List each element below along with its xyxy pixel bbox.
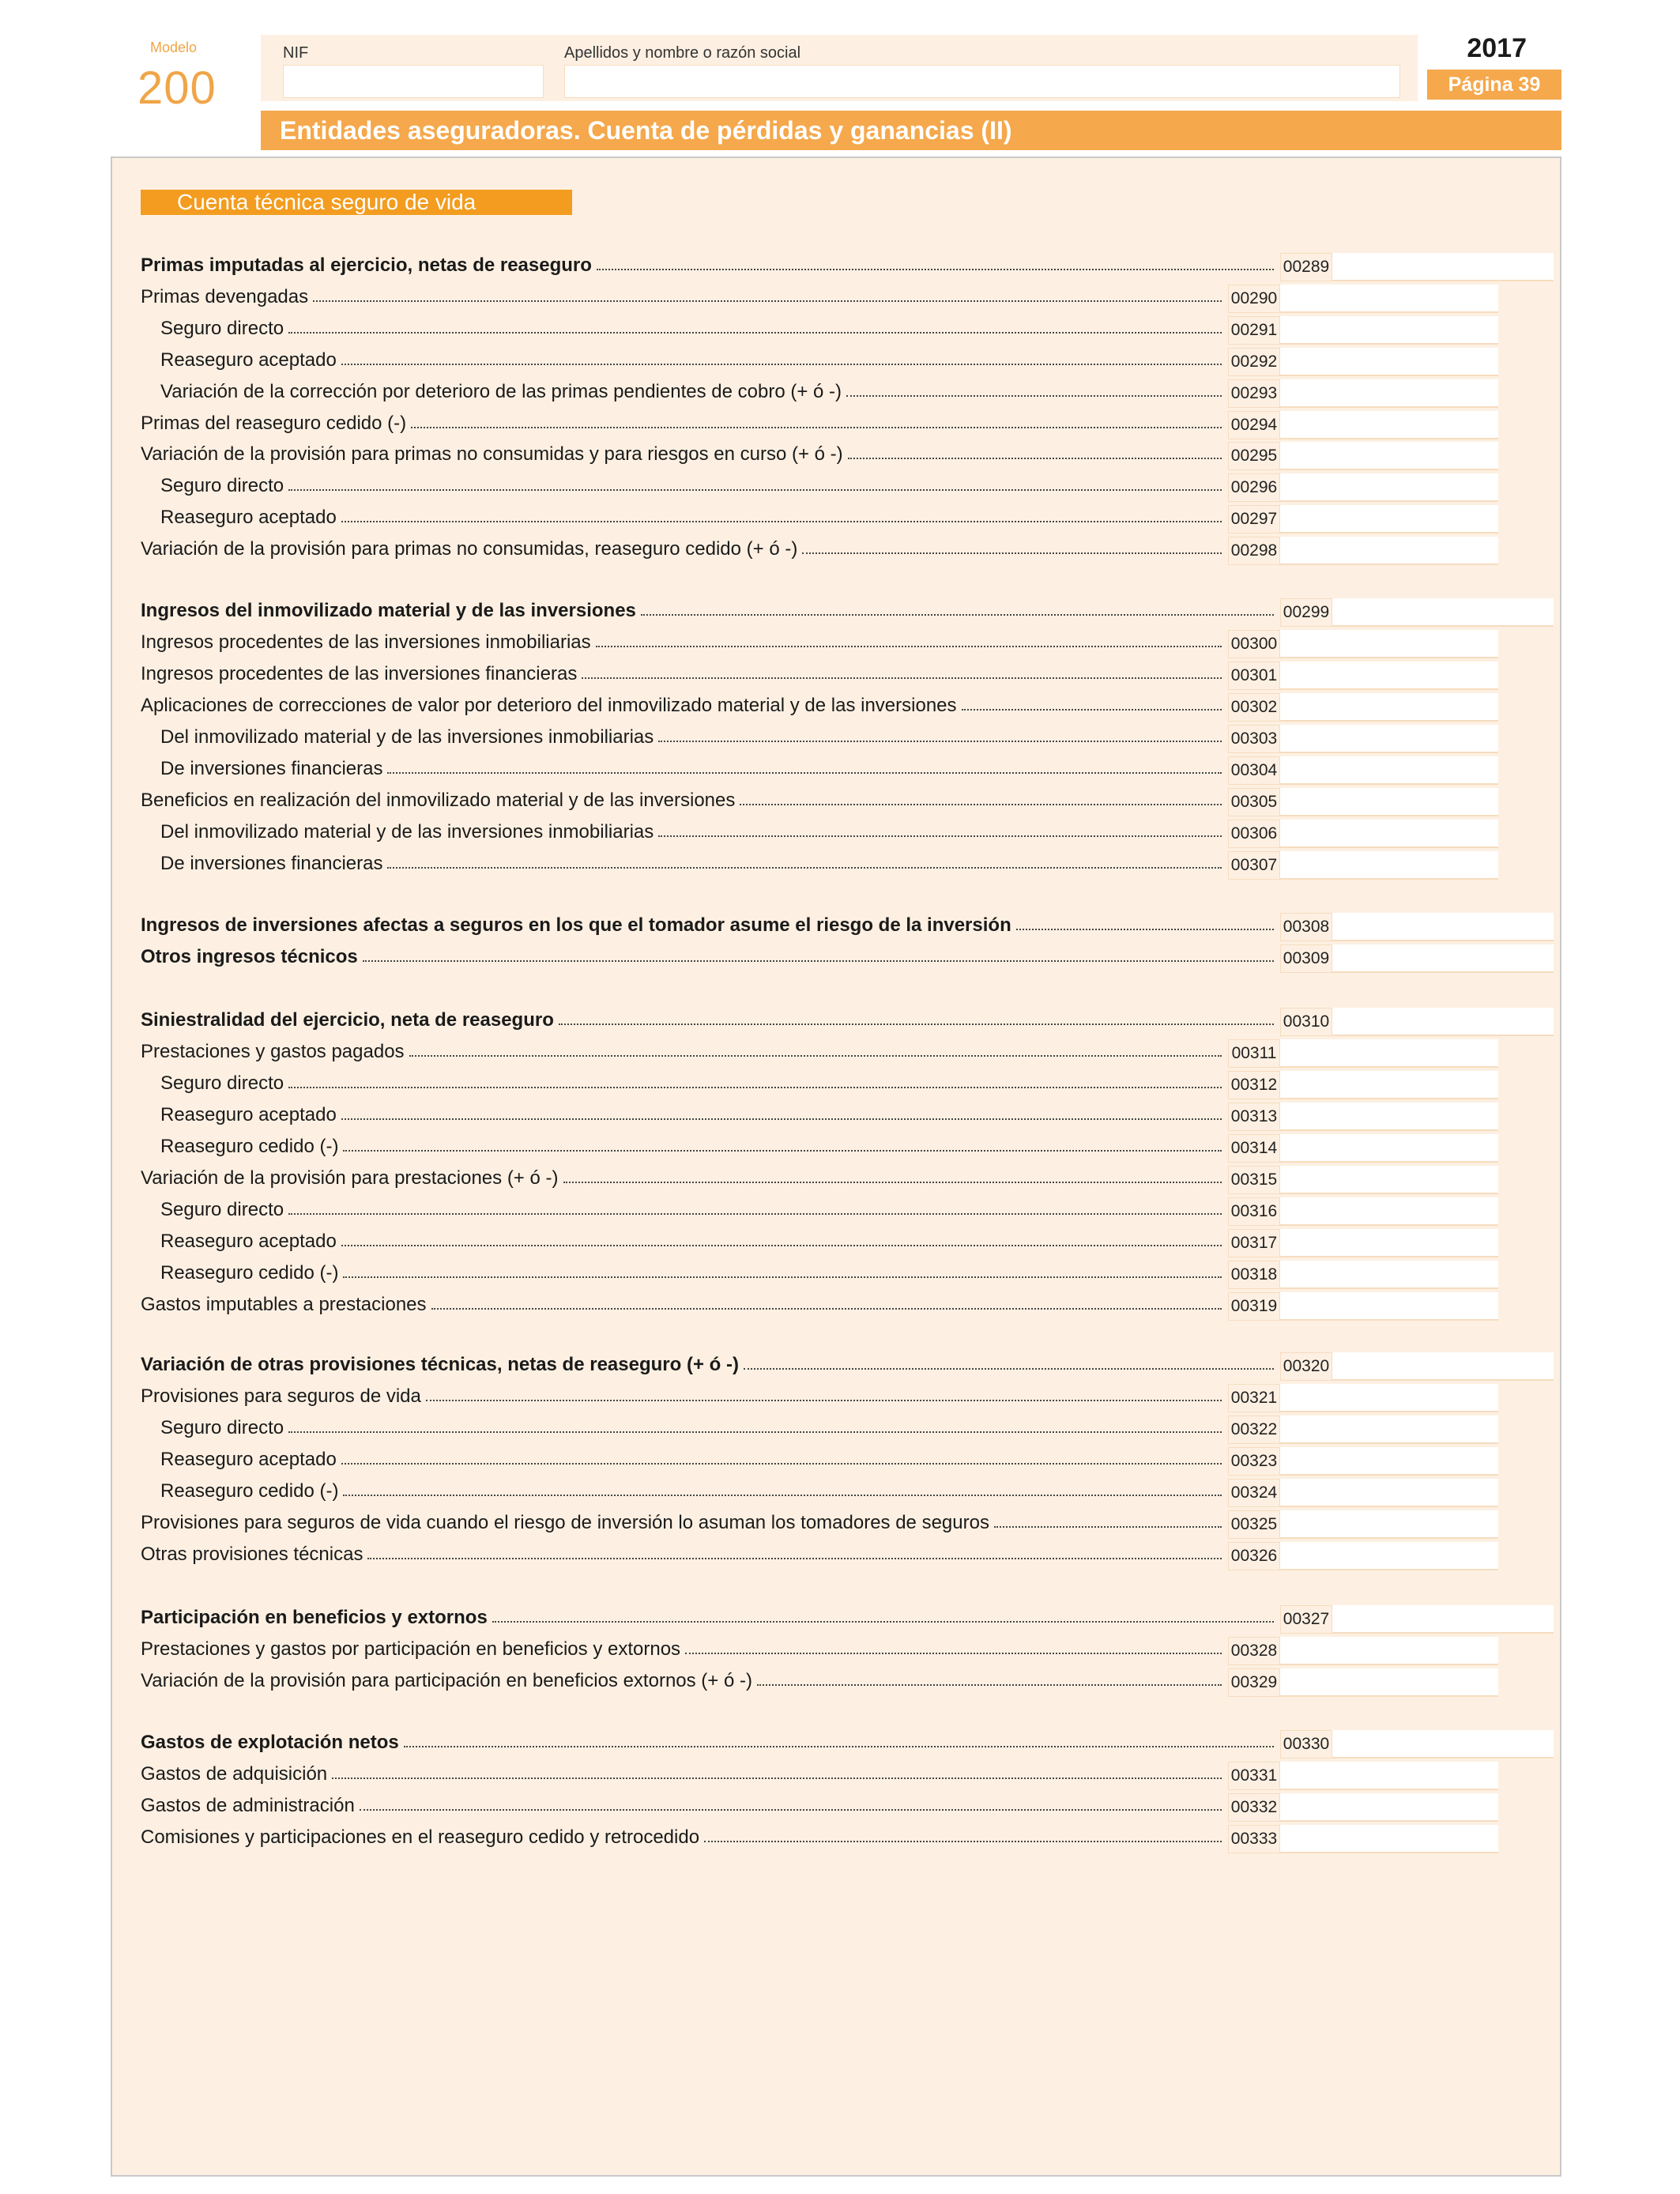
dot-leader: [848, 458, 1222, 459]
amount-field[interactable]: [1280, 1103, 1498, 1131]
line-item-00317: [141, 1227, 1547, 1254]
box-code: 00328: [1228, 1637, 1280, 1665]
box-code: 00331: [1228, 1762, 1280, 1790]
line-item-label: Seguro directo: [160, 318, 284, 339]
line-item-00305: [141, 786, 1547, 813]
box-code: 00322: [1228, 1416, 1280, 1444]
line-item-label: Variación de otras provisiones técnicas, netas de reaseguro (+ ó -): [141, 1354, 739, 1375]
box-code: 00317: [1228, 1229, 1280, 1257]
amount-field[interactable]: [1280, 1510, 1498, 1539]
box-code: 00298: [1228, 537, 1280, 565]
dot-leader: [341, 364, 1222, 365]
dot-leader: [704, 1841, 1222, 1842]
line-item-label: Reaseguro cedido (-): [160, 1262, 339, 1284]
box-code: 00290: [1228, 285, 1280, 313]
line-item-label: Variación de la provisión para participación en beneficios extornos (+ ó -): [141, 1670, 752, 1691]
dot-leader: [367, 1558, 1222, 1559]
dot-leader: [313, 300, 1222, 302]
line-item-label: Siniestralidad del ejercicio, neta de reaseguro: [141, 1009, 554, 1031]
dot-leader: [431, 1308, 1222, 1310]
line-item-00293: [141, 378, 1547, 405]
dot-leader: [641, 614, 1274, 616]
dot-leader: [341, 1463, 1222, 1465]
amount-field[interactable]: [1280, 505, 1498, 533]
line-item-label: De inversiones financieras: [160, 853, 383, 874]
amount-field[interactable]: [1280, 1637, 1498, 1665]
line-item-label: Variación de la provisión para prestaciones (+ ó -): [141, 1167, 559, 1189]
box-code: 00296: [1228, 473, 1280, 502]
line-item-label: Otras provisiones técnicas: [141, 1544, 363, 1565]
box-code: 00305: [1228, 788, 1280, 816]
dot-leader: [363, 960, 1274, 962]
dot-leader: [360, 1809, 1222, 1811]
line-item-00301: [141, 660, 1547, 687]
box-code: 00300: [1228, 630, 1280, 658]
line-item-00304: [141, 755, 1547, 782]
page-title: Entidades aseguradoras. Cuenta de pérdidas y ganancias (II): [261, 111, 1561, 150]
amount-field[interactable]: [1280, 1479, 1498, 1507]
line-item-label: Seguro directo: [160, 475, 284, 496]
box-code: 00318: [1228, 1261, 1280, 1289]
box-code: 00315: [1228, 1166, 1280, 1194]
year: 2017: [1467, 33, 1527, 63]
line-item-00298: [141, 535, 1547, 562]
line-item-label: Ingresos procedentes de las inversiones inmobiliarias: [141, 631, 591, 653]
dot-leader: [846, 395, 1222, 397]
line-item-label: Reaseguro aceptado: [160, 1104, 337, 1125]
box-code: 00293: [1228, 379, 1280, 408]
line-item-label: Reaseguro aceptado: [160, 1231, 337, 1252]
box-code: 00312: [1228, 1071, 1280, 1099]
amount-field[interactable]: [1332, 598, 1554, 627]
box-code: 00330: [1280, 1730, 1332, 1759]
amount-field[interactable]: [1280, 473, 1498, 502]
line-item-00295: [141, 440, 1547, 467]
line-item-00312: [141, 1069, 1547, 1096]
line-item-label: Primas del reaseguro cedido (-): [141, 413, 407, 434]
line-item-00313: [141, 1101, 1547, 1128]
dot-leader: [1016, 929, 1274, 930]
amount-field[interactable]: [1280, 1039, 1498, 1068]
amount-field[interactable]: [1280, 788, 1498, 816]
line-item-label: Variación de la provisión para primas no consumidas, reaseguro cedido (+ ó -): [141, 538, 798, 560]
line-item-label: Provisiones para seguros de vida cuando el riesgo de inversión lo asuman los tomadores de seguros: [141, 1512, 989, 1533]
line-item-00306: [141, 818, 1547, 845]
line-item-00307: [141, 850, 1547, 876]
box-code: 00333: [1228, 1825, 1280, 1853]
line-item-label: Reaseguro aceptado: [160, 1449, 337, 1470]
amount-field[interactable]: [1280, 348, 1498, 376]
line-item-label: Variación de la corrección por deterioro de las primas pendientes de cobro (+ ó -): [160, 381, 842, 402]
line-item-label: Comisiones y participaciones en el reaseguro cedido y retrocedido: [141, 1826, 700, 1848]
box-code: 00324: [1228, 1479, 1280, 1507]
box-code: 00306: [1228, 820, 1280, 848]
line-item-00325: [141, 1509, 1547, 1536]
line-item-label: Participación en beneficios y extornos: [141, 1607, 488, 1628]
name-field[interactable]: [564, 65, 1400, 98]
line-item-00320: [141, 1351, 1547, 1378]
amount-field[interactable]: [1332, 1730, 1554, 1759]
line-item-label: Gastos de administración: [141, 1795, 355, 1816]
box-code: 00292: [1228, 348, 1280, 376]
box-code: 00319: [1228, 1292, 1280, 1321]
line-item-label: Primas devengadas: [141, 286, 309, 307]
box-code: 00308: [1280, 913, 1332, 941]
amount-field[interactable]: [1280, 851, 1498, 880]
amount-field[interactable]: [1280, 1825, 1498, 1853]
form-panel: [111, 156, 1561, 2177]
amount-field[interactable]: [1280, 1229, 1498, 1257]
dot-leader: [343, 1276, 1222, 1278]
line-item-label: Del inmovilizado material y de las inversiones inmobiliarias: [160, 726, 654, 748]
amount-field[interactable]: [1332, 253, 1554, 281]
line-item-label: Aplicaciones de correcciones de valor por deterioro del inmovilizado material y de las inversiones: [141, 695, 957, 716]
amount-field[interactable]: [1280, 537, 1498, 565]
line-item-00328: [141, 1635, 1547, 1662]
line-item-label: Ingresos de inversiones afectas a seguros en los que el tomador asume el riesgo de la inversión: [141, 914, 1011, 936]
page-badge: Página 39: [1427, 70, 1561, 100]
line-item-label: Gastos de adquisición: [141, 1763, 328, 1785]
box-code: 00291: [1228, 316, 1280, 345]
box-code: 00289: [1280, 253, 1332, 281]
amount-field[interactable]: [1332, 1605, 1554, 1634]
line-item-00297: [141, 503, 1547, 530]
line-item-label: Del inmovilizado material y de las inversiones inmobiliarias: [160, 821, 654, 843]
dot-leader: [563, 1182, 1222, 1183]
line-item-00311: [141, 1038, 1547, 1065]
box-code: 00304: [1228, 756, 1280, 785]
line-item-00327: [141, 1604, 1547, 1630]
line-item-label: Beneficios en realización del inmovilizado material y de las inversiones: [141, 790, 736, 811]
line-item-00321: [141, 1382, 1547, 1409]
line-item-label: Reaseguro cedido (-): [160, 1480, 339, 1502]
line-item-00314: [141, 1133, 1547, 1159]
line-item-00302: [141, 692, 1547, 718]
line-item-label: Primas imputadas al ejercicio, netas de reaseguro: [141, 254, 592, 276]
amount-field[interactable]: [1280, 1071, 1498, 1099]
line-item-00315: [141, 1164, 1547, 1191]
line-item-label: Prestaciones y gastos pagados: [141, 1041, 405, 1062]
box-code: 00295: [1228, 442, 1280, 470]
taxpayer-id-box: [261, 35, 1418, 101]
dot-leader: [332, 1777, 1222, 1779]
amount-field[interactable]: [1280, 379, 1498, 408]
line-item-00291: [141, 315, 1547, 341]
box-code: 00294: [1228, 411, 1280, 439]
dot-leader: [387, 772, 1222, 774]
dot-leader: [492, 1621, 1274, 1623]
box-code: 00297: [1228, 505, 1280, 533]
box-code: 00325: [1228, 1510, 1280, 1539]
dot-leader: [559, 1023, 1274, 1025]
line-item-00309: [141, 943, 1547, 970]
line-item-00333: [141, 1823, 1547, 1850]
dot-leader: [411, 427, 1222, 428]
line-item-label: Ingresos procedentes de las inversiones financieras: [141, 663, 578, 684]
line-item-00308: [141, 911, 1547, 938]
dot-leader: [802, 552, 1222, 554]
amount-field[interactable]: [1280, 411, 1498, 439]
amount-field[interactable]: [1280, 630, 1498, 658]
line-item-label: Seguro directo: [160, 1199, 284, 1220]
amount-field[interactable]: [1280, 1166, 1498, 1194]
line-item-00326: [141, 1540, 1547, 1567]
line-item-00290: [141, 283, 1547, 310]
line-item-00300: [141, 628, 1547, 655]
amount-field[interactable]: [1332, 1352, 1554, 1381]
amount-field[interactable]: [1280, 285, 1498, 313]
amount-field[interactable]: [1332, 1008, 1554, 1036]
amount-field[interactable]: [1280, 693, 1498, 722]
dot-leader: [341, 1118, 1222, 1120]
line-item-00323: [141, 1446, 1547, 1472]
dot-leader: [685, 1653, 1222, 1654]
line-item-00310: [141, 1006, 1547, 1033]
line-item-00322: [141, 1414, 1547, 1441]
line-item-label: Seguro directo: [160, 1417, 284, 1438]
amount-field[interactable]: [1280, 662, 1498, 690]
dot-leader: [426, 1400, 1222, 1401]
box-code: 00332: [1228, 1793, 1280, 1822]
section-tab: Cuenta técnica seguro de vida: [141, 190, 572, 215]
amount-field[interactable]: [1280, 756, 1498, 785]
box-code: 00301: [1228, 662, 1280, 690]
dot-leader: [597, 269, 1274, 270]
dot-leader: [343, 1150, 1222, 1152]
line-item-label: Reaseguro aceptado: [160, 349, 337, 371]
dot-leader: [288, 332, 1222, 334]
dot-leader: [962, 709, 1222, 711]
dot-leader: [582, 677, 1222, 679]
amount-field[interactable]: [1280, 316, 1498, 345]
dot-leader: [994, 1526, 1222, 1528]
box-code: 00307: [1228, 851, 1280, 880]
dot-leader: [658, 835, 1222, 837]
line-item-00331: [141, 1760, 1547, 1787]
line-item-00289: [141, 251, 1547, 278]
amount-field[interactable]: [1332, 913, 1554, 941]
dot-leader: [341, 521, 1222, 522]
line-item-label: De inversiones financieras: [160, 758, 383, 779]
line-item-00319: [141, 1291, 1547, 1318]
amount-field[interactable]: [1280, 1762, 1498, 1790]
line-item-00332: [141, 1792, 1547, 1819]
box-code: 00314: [1228, 1134, 1280, 1163]
line-item-00292: [141, 346, 1547, 373]
amount-field[interactable]: [1280, 1292, 1498, 1321]
box-code: 00303: [1228, 725, 1280, 753]
box-code: 00326: [1228, 1542, 1280, 1570]
amount-field[interactable]: [1280, 725, 1498, 753]
amount-field[interactable]: [1280, 1416, 1498, 1444]
line-item-label: Otros ingresos técnicos: [141, 946, 358, 967]
dot-leader: [288, 489, 1222, 491]
line-item-label: Gastos imputables a prestaciones: [141, 1294, 427, 1315]
dot-leader: [740, 804, 1222, 805]
line-item-00324: [141, 1477, 1547, 1504]
dot-leader: [288, 1213, 1222, 1215]
nif-field[interactable]: [283, 65, 544, 98]
line-item-00318: [141, 1259, 1547, 1286]
dot-leader: [658, 741, 1222, 742]
box-code: 00327: [1280, 1605, 1332, 1634]
line-item-label: Prestaciones y gastos por participación en beneficios y extornos: [141, 1638, 681, 1660]
amount-field[interactable]: [1280, 1134, 1498, 1163]
dot-leader: [404, 1746, 1274, 1747]
amount-field[interactable]: [1280, 1668, 1498, 1697]
amount-field[interactable]: [1280, 820, 1498, 848]
amount-field[interactable]: [1280, 442, 1498, 470]
line-item-00329: [141, 1667, 1547, 1694]
dot-leader: [409, 1055, 1222, 1057]
dot-leader: [387, 867, 1222, 869]
dot-leader: [744, 1368, 1274, 1370]
amount-field[interactable]: [1280, 1197, 1498, 1226]
amount-field[interactable]: [1280, 1542, 1498, 1570]
amount-field[interactable]: [1280, 1384, 1498, 1412]
nif-label: NIF: [283, 44, 309, 62]
dot-leader: [596, 646, 1222, 647]
line-item-label: Ingresos del inmovilizado material y de las inversiones: [141, 600, 636, 621]
modelo-number: 200: [137, 62, 217, 114]
box-code: 00329: [1228, 1668, 1280, 1697]
box-code: 00311: [1228, 1039, 1280, 1068]
name-label: Apellidos y nombre o razón social: [564, 44, 801, 62]
box-code: 00309: [1280, 944, 1332, 973]
box-code: 00302: [1228, 693, 1280, 722]
line-item-00330: [141, 1728, 1547, 1755]
dot-leader: [343, 1495, 1222, 1496]
box-code: 00310: [1280, 1008, 1332, 1036]
box-code: 00323: [1228, 1447, 1280, 1476]
dot-leader: [288, 1431, 1222, 1433]
line-item-label: Provisiones para seguros de vida: [141, 1385, 421, 1407]
box-code: 00299: [1280, 598, 1332, 627]
amount-field[interactable]: [1280, 1447, 1498, 1476]
amount-field[interactable]: [1280, 1793, 1498, 1822]
modelo-label: Modelo: [150, 40, 198, 55]
box-code: 00320: [1280, 1352, 1332, 1381]
line-item-label: Reaseguro cedido (-): [160, 1136, 339, 1157]
line-item-00294: [141, 409, 1547, 436]
line-item-label: Reaseguro aceptado: [160, 507, 337, 528]
line-item-label: Seguro directo: [160, 1072, 284, 1094]
amount-field[interactable]: [1280, 1261, 1498, 1289]
line-item-00296: [141, 472, 1547, 499]
box-code: 00321: [1228, 1384, 1280, 1412]
box-code: 00313: [1228, 1103, 1280, 1131]
box-code: 00316: [1228, 1197, 1280, 1226]
dot-leader: [341, 1245, 1222, 1246]
line-item-label: Variación de la provisión para primas no consumidas y para riesgos en curso (+ ó -): [141, 443, 843, 465]
line-item-00303: [141, 723, 1547, 750]
dot-leader: [757, 1684, 1222, 1686]
dot-leader: [288, 1087, 1222, 1088]
amount-field[interactable]: [1332, 944, 1554, 973]
line-item-00299: [141, 597, 1547, 624]
line-item-00316: [141, 1196, 1547, 1223]
line-item-label: Gastos de explotación netos: [141, 1732, 399, 1753]
